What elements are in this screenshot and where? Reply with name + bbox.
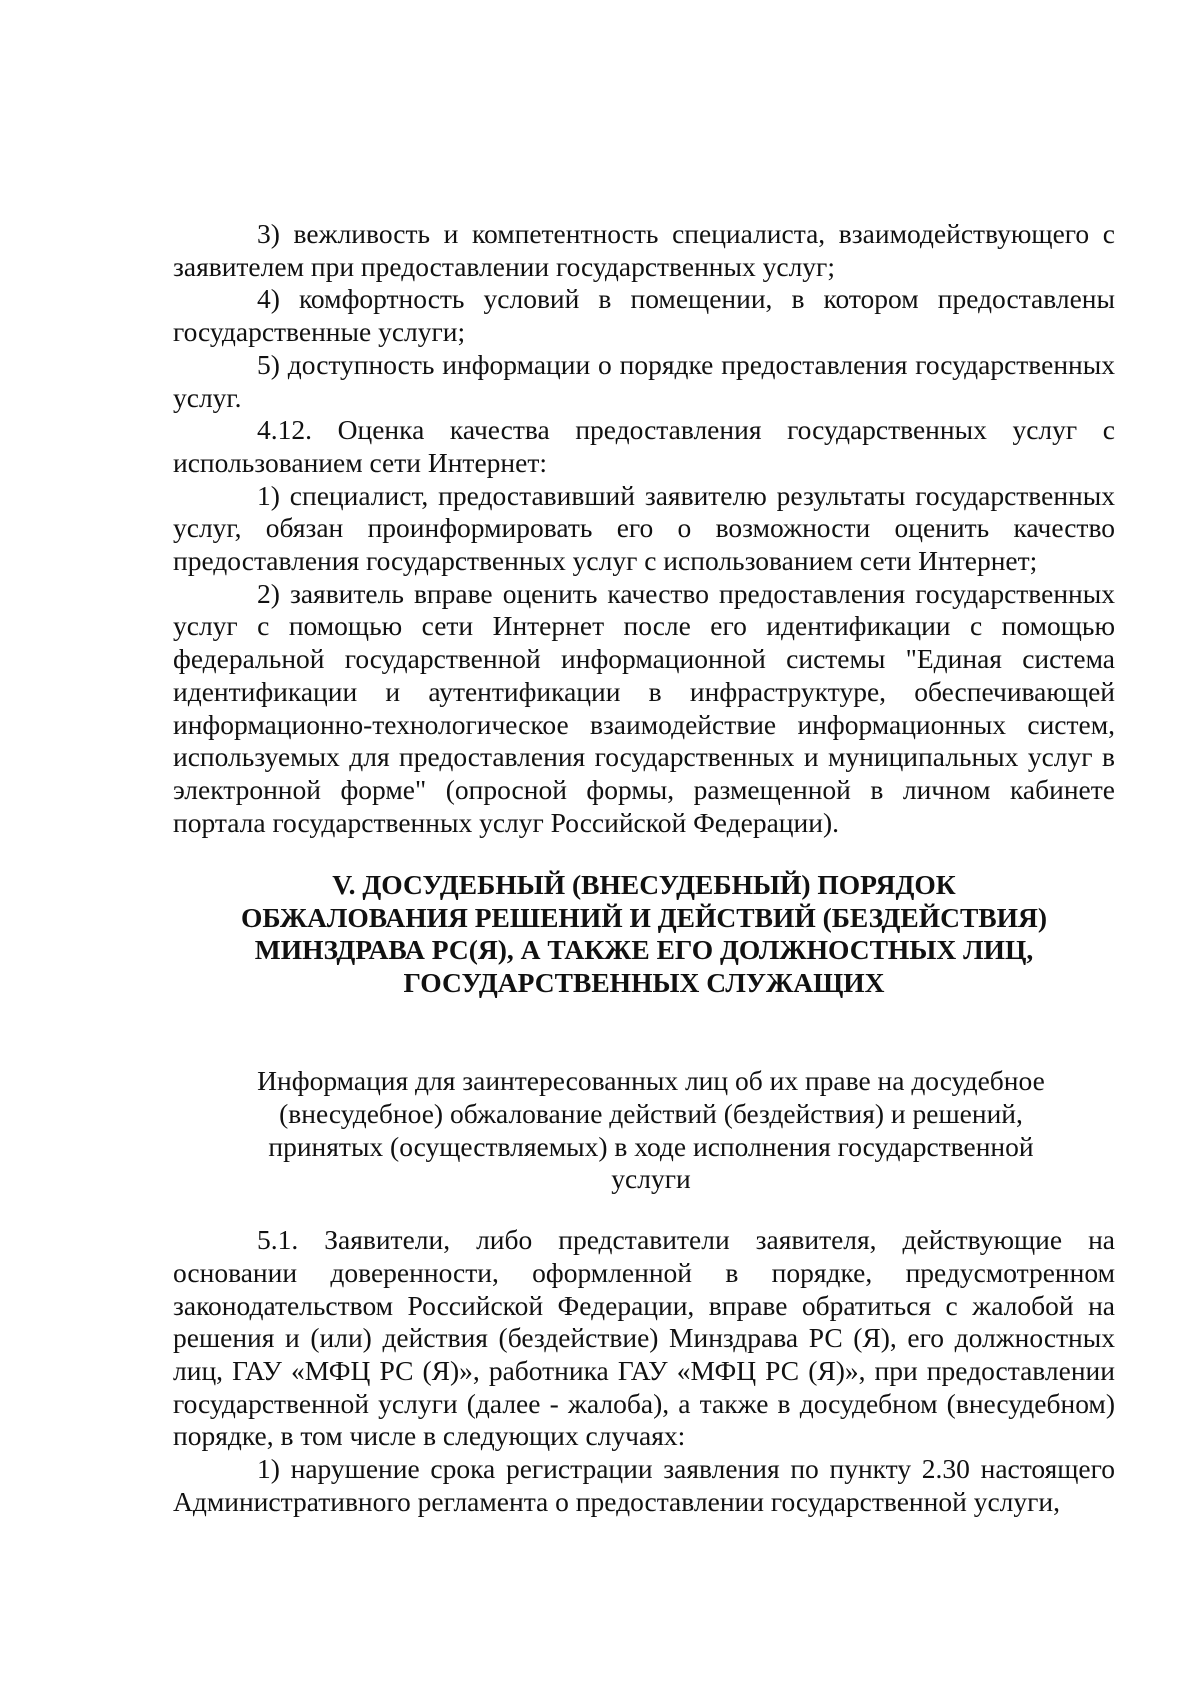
section-heading-line: МИНЗДРАВА РС(Я), А ТАКЖЕ ЕГО ДОЛЖНОСТНЫХ ЛИЦ, [254,934,1034,966]
paragraph-5-1: 5.1. Заявители, либо представители заявителя, действующие на основании доверенности, оформленной в порядке, предусмотренном законодательством Российской Федерации, вправе обратиться с жалобой на решения и (или) действия (бездействие) Минздрава РС (Я), его должностных лиц, ГАУ «МФЦ РС (Я)», работника ГАУ «МФЦ РС (Я)», при предоставлении государственной услуги (далее - жалоба), а также в досудебном (внесудебном) порядке, в том числе в следующих случаях: [173,1224,1115,1452]
document-page [173,218,1115,1519]
paragraph-item-3: 3) вежливость и компетентность специалиста, взаимодействующего с заявителем при предоставлении государственных услуг; [173,218,1115,282]
paragraph-item-4: 4) комфортность условий в помещении, в котором предоставлены государственные услуги; [173,283,1115,348]
paragraph-4-12-item-2: 2) заявитель вправе оценить качество предоставления государственных услуг с помощью сети Интернет после его идентификации с помощью федеральной государственной информационной системы "Единая система идентификации и аутентификации в инфраструктуре, обеспечивающей информационно-технологическое взаимодействие информационных систем, используемых для предоставления государственных и муниципальных услуг в электронной форме" (опросной формы, размещенной в личном кабинете портала государственных услуг Российской Федерации). [173,577,1115,838]
section-heading [173,869,1115,999]
section-heading-line: V. ДОСУДЕБНЫЙ (ВНЕСУДЕБНЫЙ) ПОРЯДОК [332,869,956,901]
paragraph-4-12: 4.12. Оценка качества предоставления государственных услуг с использованием сети Интернет: [173,414,1115,478]
section-heading-line: ОБЖАЛОВАНИЯ РЕШЕНИЙ И ДЕЙСТВИЙ (БЕЗДЕЙСТВИЯ) [240,901,1048,933]
section-heading-line: ГОСУДАРСТВЕННЫХ СЛУЖАЩИХ [403,966,885,998]
paragraph-5-1-item-1: 1) нарушение срока регистрации заявления по пункту 2.30 настоящего Административного регламента о предоставлении государственной услуги, [173,1453,1115,1517]
paragraph-4-12-item-1: 1) специалист, предоставивший заявителю результаты государственных услуг, обязан проинформировать его о возможности оценить качество предоставления государственных услуг с использованием сети Интернет; [173,479,1115,577]
paragraph-item-5: 5) доступность информации о порядке предоставления государственных услуг. [173,348,1115,413]
subheading: Информация для заинтересованных лиц об их праве на досудебное (внесудебное) обжалование действий (бездействия) и решений, принятых (осуществляемых) в ходе исполнения государственной услуги [257,1065,1045,1195]
